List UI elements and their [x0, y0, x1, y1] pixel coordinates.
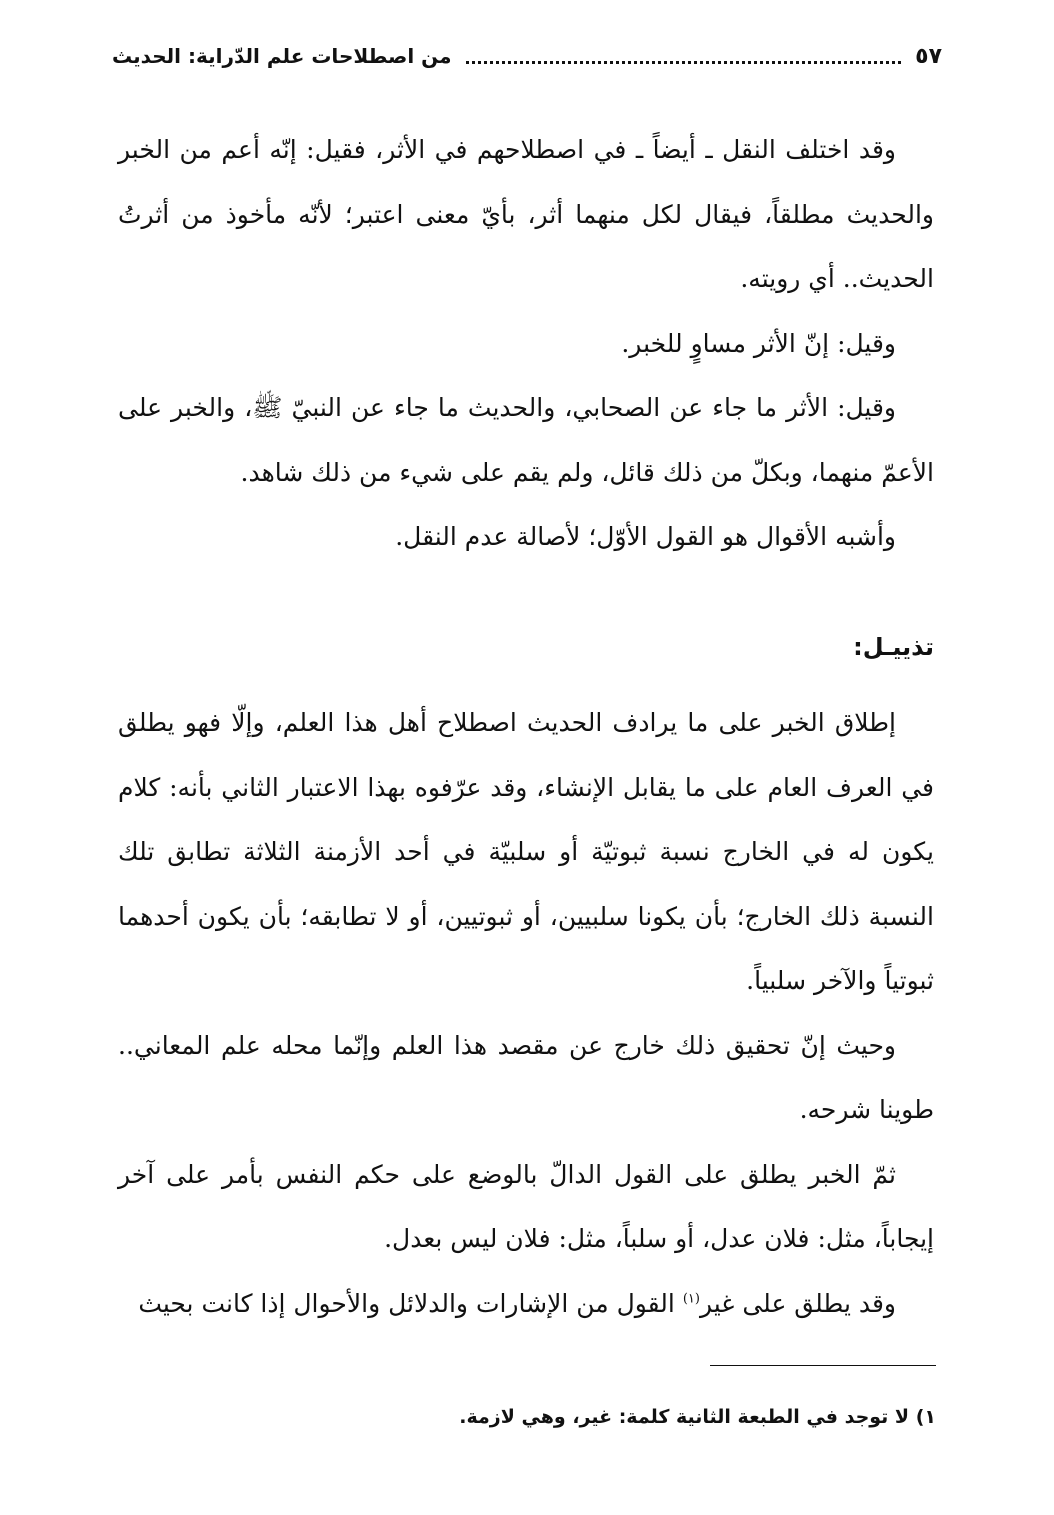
paragraph-text: القول من الإشارات والدلائل والأحوال إذا كانت بحيث [138, 1288, 683, 1318]
footnote: ١) لا توجد في الطبعة الثانية كلمة: غير، وهي لازمة. [459, 1406, 936, 1428]
section-heading: تذييـل: [853, 632, 934, 661]
header-title: من اصطلاحات علم الدّراية: الحديث [112, 44, 452, 68]
paragraph: وحيث إنّ تحقيق ذلك خارج عن مقصد هذا العلم وإنّما محله علم المعاني.. طوينا شرحه. [118, 1030, 934, 1124]
paragraph-text: وقد يطلق على غير [699, 1288, 896, 1318]
paragraph: وقد اختلف النقل ـ أيضاً ـ في اصطلاحهم في الأثر، فقيل: إنّه أعم من الخبر والحديث مطلقاً، فيقال لكل منهما أثر، بأيّ معنى اعتبر؛ لأنّه مأخوذ من أثرتُ الحديث.. أي رويته. [118, 135, 934, 293]
paragraph: ثمّ الخبر يطلق على القول الدالّ بالوضع على حكم النفس بأمر على آخر إيجاباً، مثل: فلان عدل، أو سلباً، مثل: فلان ليس بعدل. [118, 1159, 934, 1253]
footnote-divider [710, 1365, 936, 1366]
paragraph: إطلاق الخبر على ما يرادف الحديث اصطلاح أهل هذا العلم، وإلّا فهو يطلق في العرف العام على ما يقابل الإنشاء، وقد عرّفوه بهذا الاعتبار الثاني بأنه: كلام يكون له في الخارج نسبة ثبوتيّة أو سلبيّة في أحد الأزمنة الثلاثة تطابق تلك النسبة ذلك الخارج؛ بأن يكونا سلبيين، أو ثبوتيين، أو لا تطابقه؛ بأن يكون أحدهما ثبوتياً والآخر سلبياً. [118, 708, 934, 995]
running-header [112, 36, 942, 76]
header-dot-leader [466, 61, 902, 64]
page-number: ٥٧ [915, 43, 942, 69]
paragraph: وأشبه الأقوال هو القول الأوّل؛ لأصالة عدم النقل. [395, 522, 896, 551]
main-text [118, 118, 934, 1336]
paragraph [118, 1272, 934, 1337]
paragraph: وقيل: الأثر ما جاء عن الصحابي، والحديث ما جاء عن النبيّ ﷺ، والخبر على الأعمّ منهما، وبكلّ من ذلك قائل، ولم يقم على شيء من ذلك شاهد. [118, 393, 934, 487]
footnote-reference[interactable]: (١) [682, 1291, 700, 1307]
paragraph: وقيل: إنّ الأثر مساوٍ للخبر. [621, 328, 896, 358]
